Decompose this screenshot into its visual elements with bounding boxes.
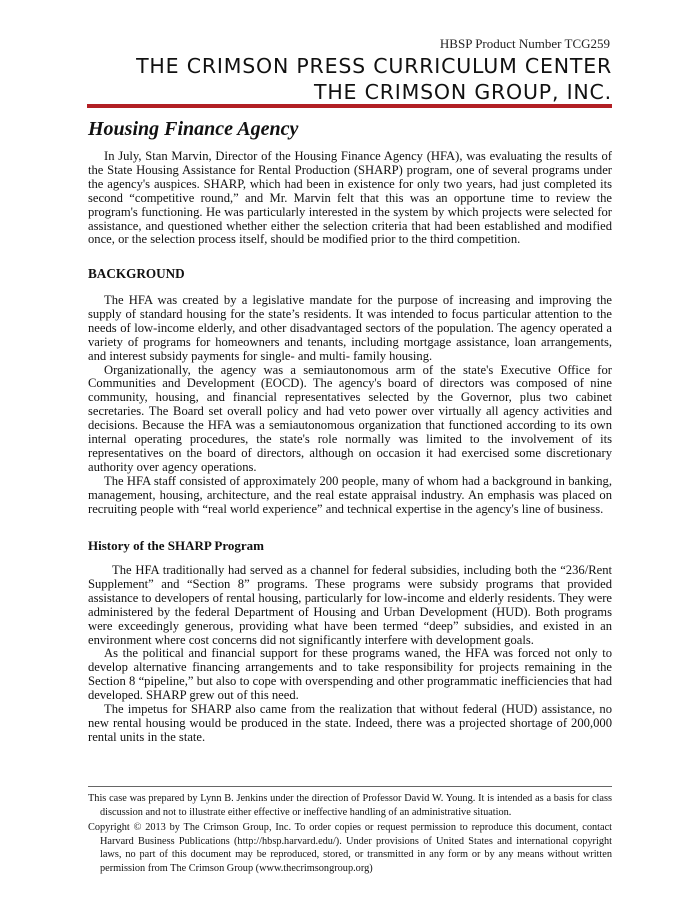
copyright-note: Copyright © 2013 by The Crimson Group, Inc. To order copies or request permission to reproduce this document, contact Harvard Business Publications (http://hbsp.harvard.edu/). Under provisions of United States and international copyright laws, no part of this document may be reproduced, stored, or transmitted in any form or by any means without written permission from The Crimson Group (www.thecrimsongroup.org) (88, 822, 612, 874)
footnote-divider (88, 786, 612, 787)
history-paragraph: As the political and financial support for these programs waned, the HFA was forced not only to develop alternative financing arrangements and to take responsibility for projects remaining in the Section 8 “pipeline,” but also to cope with overspending and other programmatic inefficiencies that had developed. SHARP grew out of this need. (88, 646, 612, 703)
publisher-group-name: THE CRIMSON GROUP, INC. (314, 80, 612, 104)
header-divider (87, 104, 612, 108)
background-heading: BACKGROUND (88, 266, 185, 281)
product-number: HBSP Product Number TCG259 (439, 36, 610, 51)
history-heading: History of the SHARP Program (88, 538, 264, 553)
history-paragraph: The impetus for SHARP also came from the realization that without federal (HUD) assistance, no new rental housing would be produced in the state. Indeed, there was a projected shortage of 200,000 rental units in the state. (88, 702, 612, 744)
case-title: Housing Finance Agency (88, 118, 299, 140)
background-section (88, 294, 612, 517)
intro-paragraph: In July, Stan Marvin, Director of the Housing Finance Agency (HFA), was evaluating the results of the State Housing Assistance for Rental Production (SHARP) program, one of several programs under the agency's auspices. SHARP, which had been in existence for only two years, had just completed its second “competitive round,” and Mr. Marvin felt that this was an opportune time to review the program's functioning. He was particularly interested in the system by which projects were selected for assistance, and questioned whether either the selection criteria that had been established and modified once, or the selection process itself, should be modified prior to the third competition. (88, 149, 612, 247)
background-paragraph: Organizationally, the agency was a semiautonomous arm of the state's Executive Office for Communities and Development (EOCD). The agency's board of directors was composed of nine community, housing, and financial representatives selected by the Governor, plus two cabinet secretaries. The Board set overall policy and had veto power over virtually all agency activities and decisions. Because the HFA was a semiautonomous organization that functioned according to its own internal operating procedures, the state's role normally was limited to the involvement of its representatives on the board of directors, although on occasion it had exercised some discretionary authority over agency operations. (88, 362, 612, 474)
intro-section (88, 150, 612, 247)
background-paragraph: The HFA was created by a legislative mandate for the purpose of increasing and improving the supply of standard housing for the state’s residents. It was intended to focus particular attention to the needs of low-income elderly, and other disadvantaged sectors of the population. The agency operated a variety of programs for homeowners and tenants, including mortgage assistance, loan arrangements, and interest subsidy payments for single- and multi- family housing. (88, 293, 612, 363)
publisher-center-name: THE CRIMSON PRESS CURRICULUM CENTER (136, 54, 612, 78)
history-section (88, 564, 612, 745)
case-attribution-note: This case was prepared by Lynn B. Jenkins under the direction of Professor David W. Young. It is intended as a basis for class discussion and not to illustrate either effective or ineffective handling of an administrative situation. (88, 793, 612, 818)
background-paragraph: The HFA staff consisted of approximately 200 people, many of whom had a background in banking, management, housing, architecture, and the real estate appraisal industry. An emphasis was placed on recruiting people with “real world experience” and technical expertise in the agency's line of business. (88, 473, 612, 516)
footnote-section (88, 792, 612, 878)
history-paragraph: The HFA traditionally had served as a channel for federal subsidies, including both the “236/Rent Supplement” and “Section 8” programs. These programs were subsidy programs that provided assistance to developers of rental housing, particularly for low-income and elderly residents. They were administered by the federal Department of Housing and Urban Development (HUD). Both programs were exceedingly generous, providing what have been termed “deep” subsidies, and existed in an environment where cost concerns did not significantly interfere with development goals. (88, 563, 612, 647)
